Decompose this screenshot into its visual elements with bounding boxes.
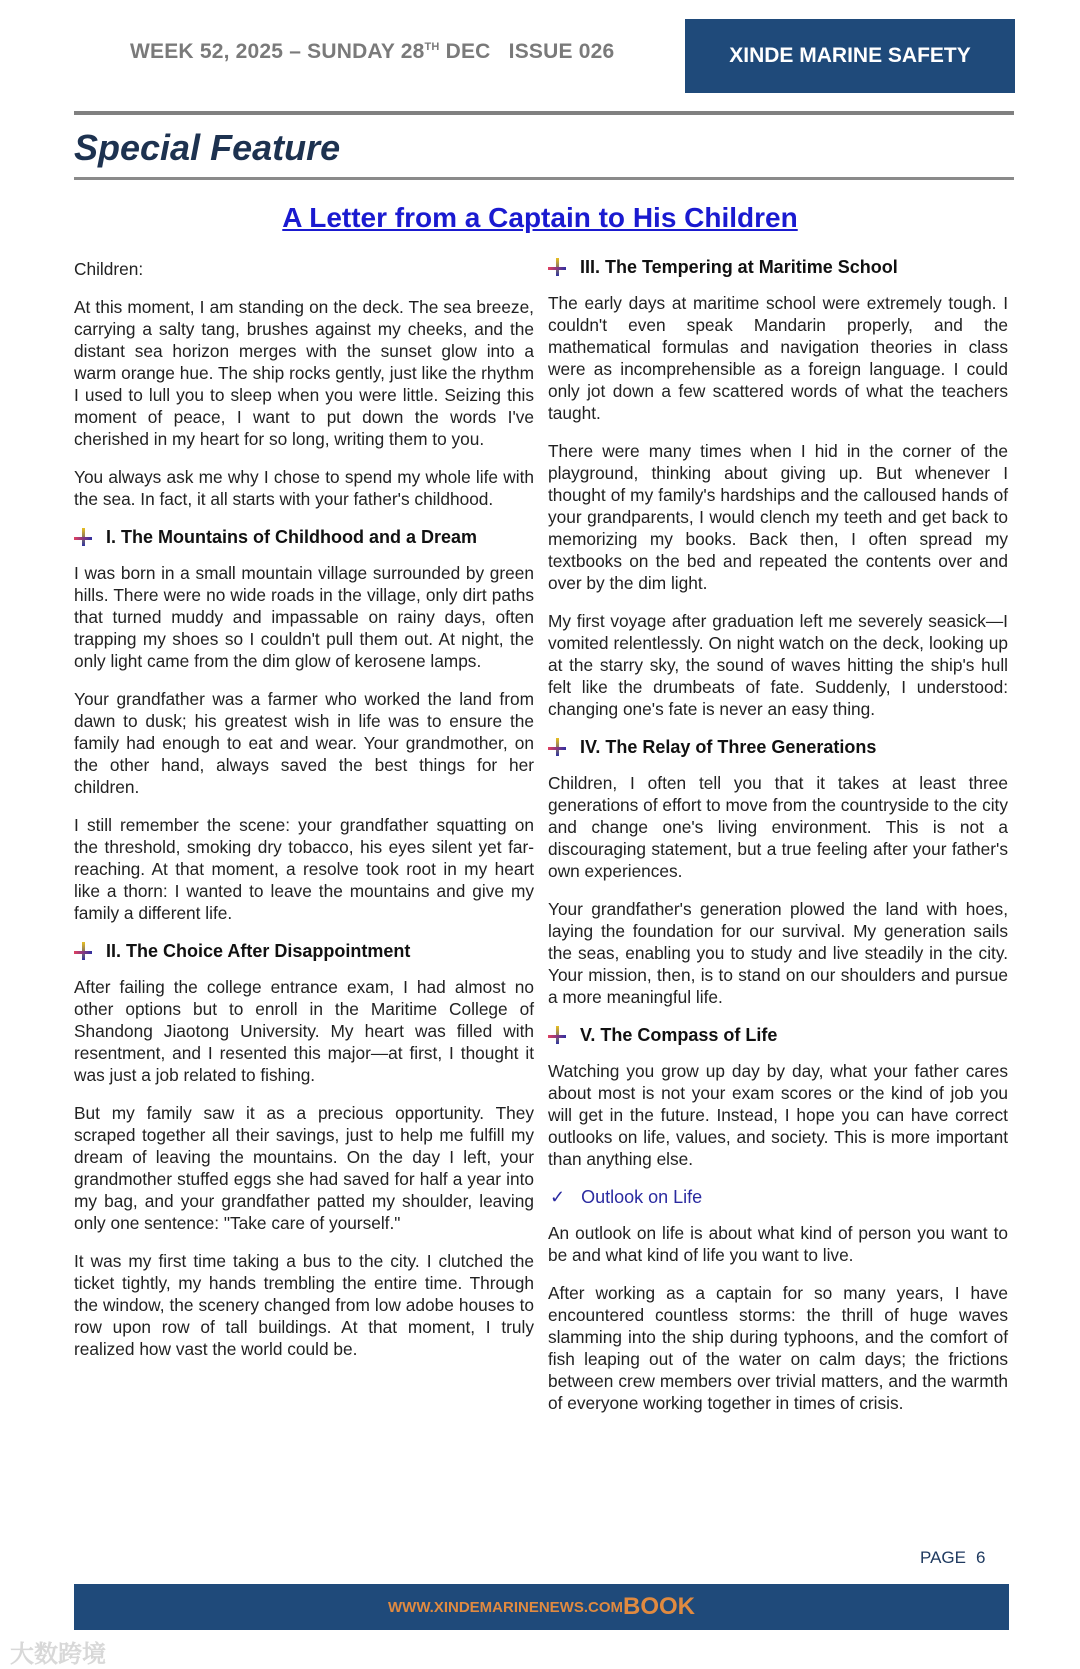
paragraph: Watching you grow up day by day, what your father cares about most is not your exam scores or the kind of job you will get in the future. Instead, I hope you can have correct outlooks on life, values, and society. This is more important than anything else. [548,1061,1008,1169]
subheading: I. The Mountains of Childhood and a Dream [74,526,534,548]
paragraph: Children, I often tell you that it takes at least three generations of effort to move from the countryside to the city and change one's living environment. This is not a discouraging statement, but a true feeling after your father's own experiences. [548,773,1008,881]
paragraph: I was born in a small mountain village surrounded by green hills. There were no wide roads in the village, only dirt paths that turned muddy and impassable on rainy days, often trapping my shoes so I couldn't pull them out. At night, the only light came from the dim glow of kerosene lamps. [74,563,534,671]
left-column [74,258,534,1376]
page-number: PAGE 6 [920,1548,986,1567]
right-column [548,254,1008,1430]
paragraph: After working as a captain for so many years, I have encountered countless storms: the thrill of huge waves slamming into the ship during typhoons, and the comfort of fish leaping out of the water on calm days; the frictions between crew members over trivial matters, and the warmth of everyone working together in times of crisis. [548,1283,1008,1413]
divider [74,177,1014,180]
section-heading: Special Feature [74,127,341,168]
plus-bullet-icon [548,1026,566,1044]
paragraph: You always ask me why I chose to spend my whole life with the sea. In fact, it all starts with your father's childhood. [74,467,534,509]
plus-bullet-icon [74,942,92,960]
paragraph: At this moment, I am standing on the deck. The sea breeze, carrying a salty tang, brushes against my cheeks, and the distant sea horizon merges with the sunset glow into a warm orange hue. The ship rocks gently, just like the rhythm I used to lull you to sleep when you were little. Seizing this moment of peace, I want to put down the words I've cherished in my heart for so long, writing them to you. [74,297,534,449]
divider [74,111,1014,115]
footer-banner [74,1584,1009,1630]
subheading: IV. The Relay of Three Generations [548,736,1008,758]
paragraph: An outlook on life is about what kind of person you want to be and what kind of life you want to live. [548,1223,1008,1265]
greeting: Children: [74,259,144,279]
paragraph: But my family saw it as a precious opportunity. They scraped together all their savings, just to help me fulfill my dream of leaving the mountains. On the day I left, your grandmother stuffed eggs she had saved for half a year into my bag, and your grandfather patted my shoulder, leaving only one sentence: "Take care of yourself." [74,1103,534,1233]
plus-bullet-icon [548,738,566,756]
footer-book: BOOK [622,1593,695,1620]
subheading: V. The Compass of Life [548,1024,1008,1046]
paragraph: I still remember the scene: your grandfather squatting on the threshold, smoking dry tobacco, his eyes silent yet far-reaching. At that moment, a resolve took root in my heart like a thorn: I wanted to leave the mountains and give my family a different life. [74,815,534,923]
paragraph: After failing the college entrance exam, I had almost no other options but to enroll in the Maritime College of Shandong Jiaotong University. My heart was filled with resentment, and I resented this major—at first, I thought it was just a job related to fishing. [74,977,534,1085]
paragraph: There were many times when I hid in the corner of the playground, thinking about giving up. But whenever I thought of my family's hardships and the calloused hands of your grandparents, I would clench my teeth and get back to memorizing my books. Back then, I often spread my textbooks on the bed and repeated the contents over and over by the dim light. [548,441,1008,593]
footer-url[interactable]: WWW.XINDEMARINENEWS.COM [388,1598,623,1616]
paragraph: Your grandfather's generation plowed the land with hoes, laying the foundation for our survival. My generation sails the seas, enabling you to study and live steadily in the city. Your mission, then, is to stand on our shoulders and pursue a more meaningful life. [548,899,1008,1007]
checkmark-icon: ✓ [550,1187,566,1207]
watermark: 大数跨境 [10,1641,106,1668]
plus-bullet-icon [74,528,92,546]
issue-info: WEEK 52, 2025 – SUNDAY 28TH DEC ISSUE 026 [130,40,615,63]
subheading: III. The Tempering at Maritime School [548,256,1008,278]
paragraph: It was my first time taking a bus to the city. I clutched the ticket tightly, my hands trembling the entire time. Through the window, the scenery changed from low adobe houses to row upon row of tall buildings. At that moment, I truly realized how vast the world could be. [74,1251,534,1359]
brand-banner: XINDE MARINE SAFETY [685,19,1015,93]
subheading: II. The Choice After Disappointment [74,940,534,962]
paragraph: The early days at maritime school were extremely tough. I couldn't even speak Mandarin properly, and the mathematical formulas and navigation theories in class were as incomprehensible as a foreign language. I could only jot down a few scattered words of what the teachers taught. [548,293,1008,423]
article-title[interactable]: A Letter from a Captain to His Children [282,202,798,233]
paragraph: Your grandfather was a farmer who worked the land from dawn to dusk; his greatest wish in life was to ensure the family had enough to eat and wear. Your grandmother, on the other hand, always saved the best things for her children. [74,689,534,797]
paragraph: My first voyage after graduation left me severely seasick—I vomited relentlessly. On night watch on the deck, looking up at the starry sky, the sound of waves hitting the ship's hull felt like the drumbeats of fate. Suddenly, I understood: changing one's fate is never an easy thing. [548,611,1008,719]
plus-bullet-icon [548,258,566,276]
checklist-item: ✓ Outlook on Life [550,1187,703,1207]
